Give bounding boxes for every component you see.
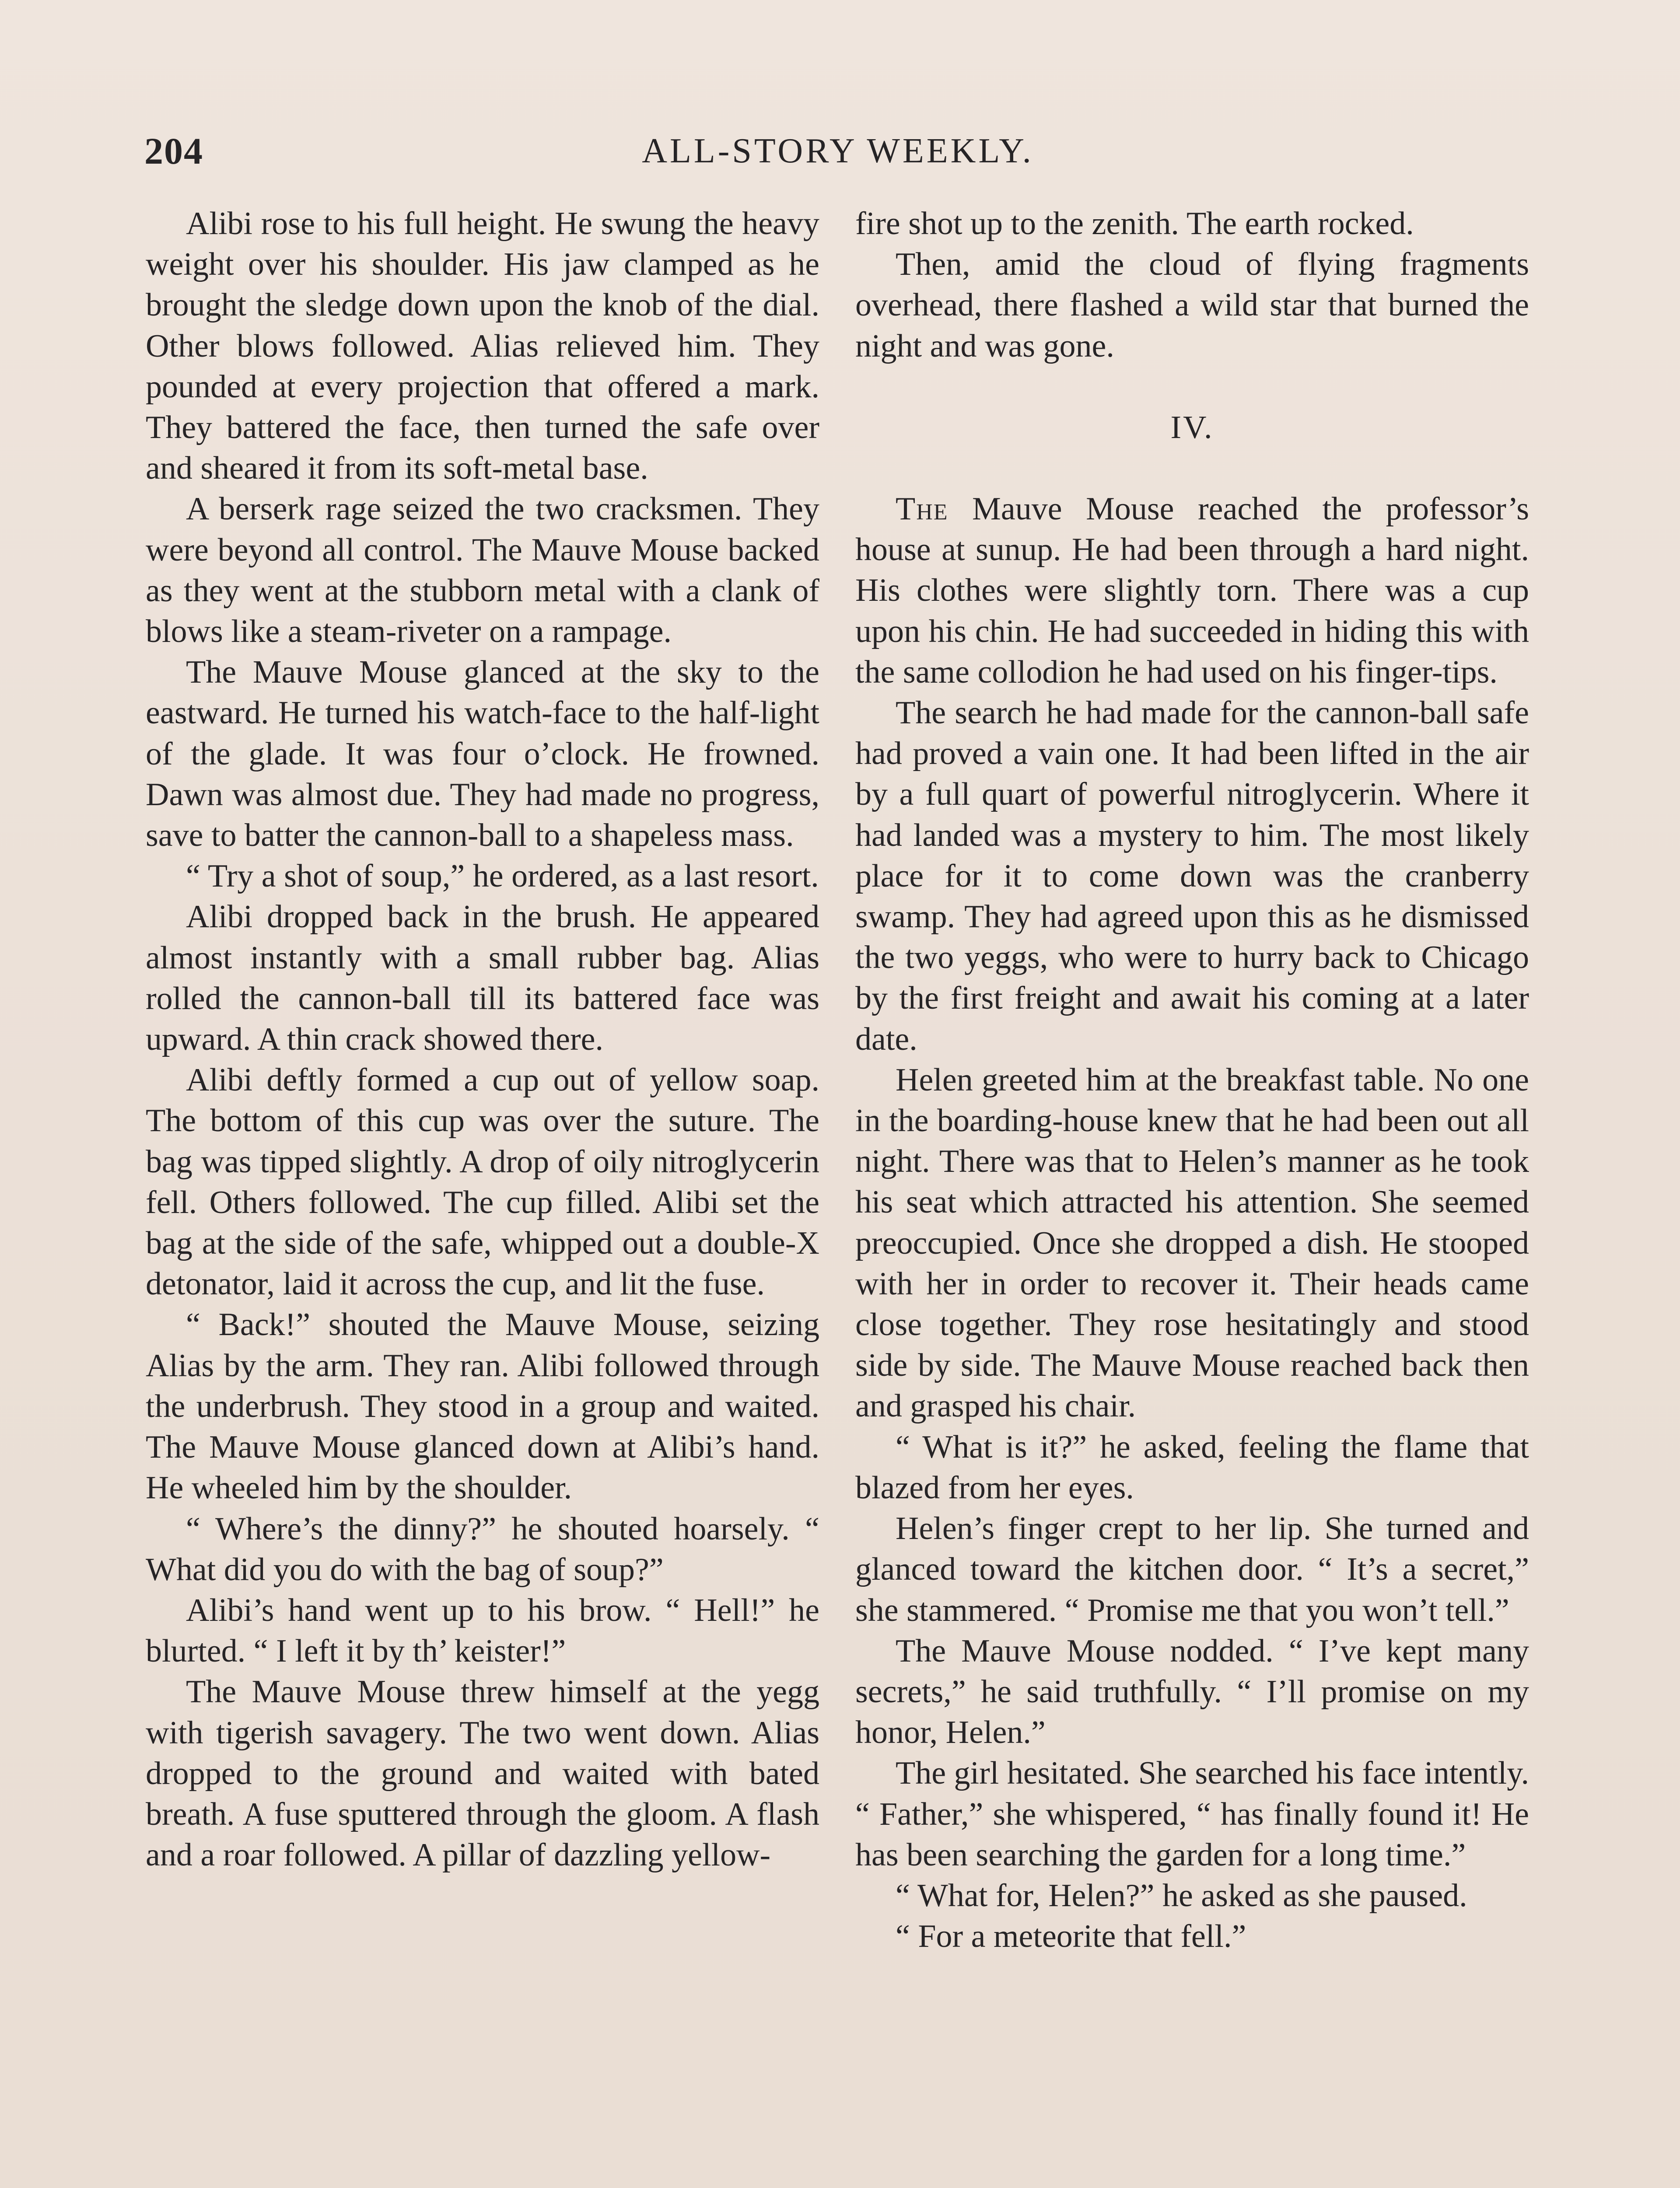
paragraph: The girl hesitated. She searched his face intently. “ Father,” she whispered, “ has finally found it! He has been searching the garden for a long time.” <box>855 1755 1529 1873</box>
paragraph: Then, amid the cloud of flying fragments overhead, there flashed a wild star that burned the night and was gone. <box>855 246 1529 364</box>
right-column <box>855 203 1529 1957</box>
paragraph: Alibi rose to his full height. He swung the heavy weight over his shoulder. His jaw clamped as he brought the sledge down upon the knob of the dial. Other blows followed. Alias relieved him. They pounded at every projection that offered a mark. They battered the face, then turned the safe over and sheared it from its soft-metal base. <box>146 206 819 487</box>
paragraph: “ For a meteorite that fell.” <box>896 1918 1246 1955</box>
paragraph: Helen’s finger crept to her lip. She turned and glanced toward the kitchen door. “ It’s a secret,” she stammered. “ Promise me that you won’t tell.” <box>855 1511 1529 1628</box>
paragraph: “ Back!” shouted the Mauve Mouse, seizing Alias by the arm. They ran. Alibi followed through the underbrush. They stood in a group and waited. The Mauve Mouse glanced down at Alibi’s hand. He wheeled him by the shoulder. <box>146 1307 819 1506</box>
page-header <box>144 127 1531 175</box>
paragraph: A berserk rage seized the two cracksmen. They were beyond all control. The Mauve Mouse backed as they went at the stubborn metal with a clank of blows like a steam-riveter on a rampage. <box>146 491 819 650</box>
paragraph: The Mauve Mouse threw himself at the yegg with tigerish savagery. The two went down. Alias dropped to the ground and waited with bated breath. A fuse sputtered through the gloom. A flash and a roar followed. A pillar of dazzling yellow- <box>146 1674 819 1873</box>
section-first-word: The <box>896 491 948 527</box>
section-heading: IV. <box>1170 409 1214 445</box>
left-column <box>146 203 819 1876</box>
paragraph: The Mauve Mouse glanced at the sky to the eastward. He turned his watch-face to the half-light of the glade. It was four o’clock. He frowned. Dawn was almost due. They had made no progress, save to batter the cannon-ball to a shapeless mass. <box>146 654 819 854</box>
section-first-paragraph-text: Mauve Mouse reached the professor’s house at sunup. He had been through a hard night. His clothes were slightly torn. There was a cup upon his chin. He had succeeded in hiding this with the same collodion he had used on his finger-tips. <box>855 491 1529 690</box>
paragraph: “ What for, Helen?” he asked as she paused. <box>896 1877 1467 1914</box>
paragraph: “ What is it?” he asked, feeling the flame that blazed from her eyes. <box>855 1429 1529 1506</box>
paragraph: The search he had made for the cannon-ball safe had proved a vain one. It had been lifted in the air by a full quart of powerful nitroglycerin. Where it had landed was a mystery to him. The most likely place for it to come down was the cranberry swamp. They had agreed upon this as he dismissed the two yeggs, who were to hurry back to Chicago by the first freight and await his coming at a later date. <box>855 695 1529 1057</box>
section-opening-paragraph <box>855 489 1529 693</box>
running-head: ALL-STORY WEEKLY. <box>642 132 1034 170</box>
paragraph: Helen greeted him at the breakfast table. No one in the boarding-house knew that he had been out all night. There was that to Helen’s manner as he took his seat which attracted his attention. She seemed preoccupied. Once she dropped a dish. He stooped with her in order to recover it. Their heads came close together. They rose hesitatingly and stood side by side. The Mauve Mouse reached back then and grasped his chair. <box>855 1062 1529 1424</box>
paragraph: Alibi dropped back in the brush. He appeared almost instantly with a small rubber bag. Alias rolled the cannon-ball till its battered face was upward. A thin crack showed there. <box>146 899 819 1058</box>
paragraph: Alibi deftly formed a cup out of yellow soap. The bottom of this cup was over the suture. The bag was tipped slightly. A drop of oily nitroglycerin fell. Others followed. The cup filled. Alibi set the bag at the side of the safe, whipped out a double-X detonator, laid it across the cup, and lit the fuse. <box>146 1062 819 1302</box>
paragraph: Alibi’s hand went up to his brow. “ Hell!” he blurted. “ I left it by th’ keister!” <box>146 1592 819 1669</box>
paragraph: “ Try a shot of soup,” he ordered, as a last resort. <box>186 858 819 894</box>
paragraph: The Mauve Mouse nodded. “ I’ve kept many secrets,” he said truthfully. “ I’ll promise on my honor, Helen.” <box>855 1633 1529 1751</box>
continued-paragraph: fire shot up to the zenith. The earth rocked. <box>855 206 1414 242</box>
page-number: 204 <box>144 130 203 172</box>
paragraph: “ Where’s the dinny?” he shouted hoarsely. “ What did you do with the bag of soup?” <box>146 1511 819 1588</box>
